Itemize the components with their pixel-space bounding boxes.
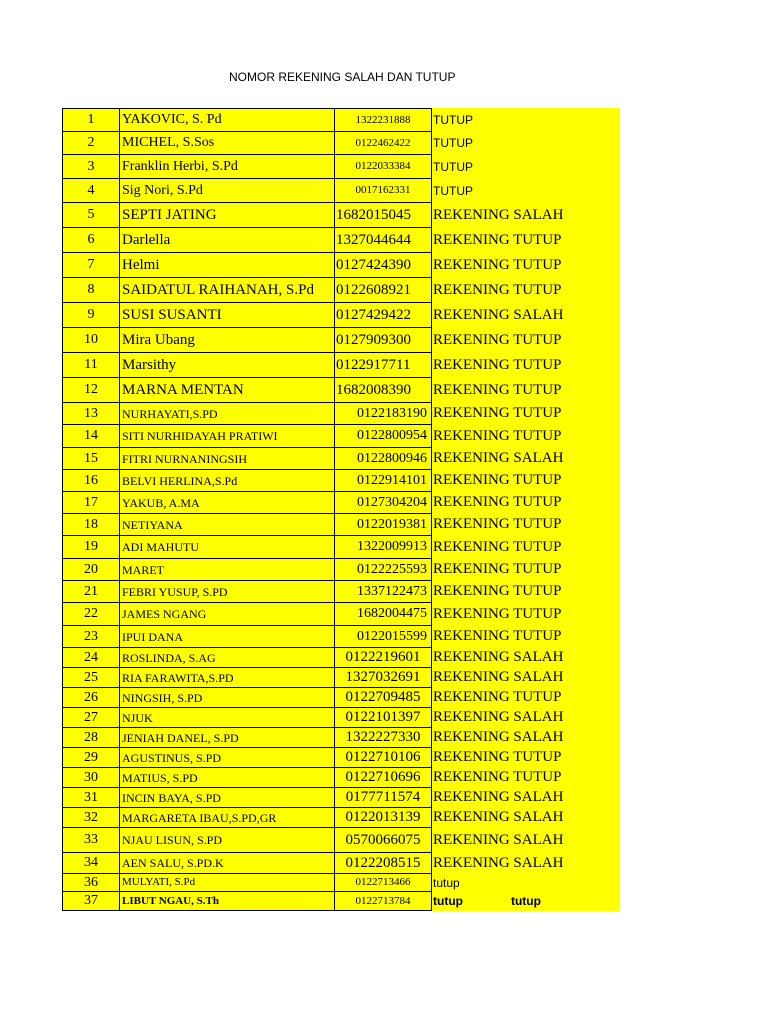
account-status [432,748,620,768]
status-label: REKENING TUTUP [433,381,562,398]
employee-name: MARGARETA IBAU,S.PD,GR [120,808,335,828]
account-status [432,303,620,328]
account-number: 0570066075 [335,828,432,853]
employee-name: NETIYANA [120,514,335,536]
table-row [63,278,620,303]
account-status [432,155,620,179]
account-status [432,536,620,559]
account-status [432,492,620,514]
account-number: 0122608921 [335,278,432,303]
employee-name: MULYATI, S.Pd [120,874,335,892]
account-status [432,109,620,132]
employee-name: MICHEL, S.Sos [120,132,335,155]
employee-name: YAKOVIC, S. Pd [120,109,335,132]
row-number: 34 [63,853,120,874]
status-label: REKENING TUTUP [433,427,562,444]
account-status [432,808,620,828]
employee-name: SUSI SUSANTI [120,303,335,328]
account-status [432,448,620,470]
employee-name: NINGSIH, S.PD [120,688,335,708]
row-number: 2 [63,132,120,155]
table-row [63,303,620,328]
status-label: REKENING TUTUP [433,472,562,488]
account-status [432,603,620,626]
status-label: REKENING SALAH [433,789,564,805]
account-number: 0122015599 [335,626,432,648]
sheet-title: NOMOR REKENING SALAH DAN TUTUP [229,70,456,84]
row-number: 9 [63,303,120,328]
account-status [432,278,620,303]
account-status [432,228,620,253]
account-status [432,581,620,603]
account-table [62,108,620,911]
employee-name: AGUSTINUS, S.PD [120,748,335,768]
table-row [63,581,620,603]
account-number: 0122709485 [335,688,432,708]
status-label: TUTUP [433,183,473,198]
table-row [63,203,620,228]
row-number: 7 [63,253,120,278]
account-number: 0122219601 [335,648,432,668]
row-number: 32 [63,808,120,828]
employee-name: ROSLINDA, S.AG [120,648,335,668]
status-label: REKENING TUTUP [433,331,562,348]
account-status [432,668,620,688]
table-row [63,892,620,911]
table-row [63,788,620,808]
employee-name: Mira Ubang [120,328,335,353]
table-row [63,768,620,788]
status-label: REKENING SALAH [433,306,564,323]
row-number: 29 [63,748,120,768]
account-number: 0122101397 [335,708,432,728]
account-number: 1337122473 [335,581,432,603]
account-number: 0127424390 [335,253,432,278]
account-number: 1682015045 [335,203,432,228]
row-number: 28 [63,728,120,748]
account-number: 1682004475 [335,603,432,626]
account-number: 0122713466 [335,874,432,892]
row-number: 4 [63,179,120,203]
table-row [63,425,620,448]
row-number: 5 [63,203,120,228]
account-status [432,853,620,874]
account-number: 0122800954 [335,425,432,448]
table-row [63,603,620,626]
employee-name: NJAU LISUN, S.PD [120,828,335,853]
employee-name: JENIAH DANEL, S.PD [120,728,335,748]
account-number: 0122225593 [335,559,432,581]
table-row [63,132,620,155]
employee-name: FITRI NURNANINGSIH [120,448,335,470]
row-number: 1 [63,109,120,132]
row-number: 33 [63,828,120,853]
table-row [63,874,620,892]
account-number: 0122033384 [335,155,432,179]
row-number: 8 [63,278,120,303]
row-number: 24 [63,648,120,668]
status-label: TUTUP [433,113,473,127]
row-number: 12 [63,378,120,403]
row-number: 18 [63,514,120,536]
account-number: 1327044644 [335,228,432,253]
status-label: REKENING TUTUP [433,583,562,599]
employee-name: SEPTI JATING [120,203,335,228]
account-number: 0127429422 [335,303,432,328]
employee-name: MATIUS, S.PD [120,768,335,788]
status-label: REKENING SALAH [433,206,564,223]
status-label: tutup [433,875,460,890]
status-label: REKENING SALAH [433,854,564,871]
row-number: 19 [63,536,120,559]
table-row [63,853,620,874]
employee-name: JAMES NGANG [120,603,335,626]
employee-name: NJUK [120,708,335,728]
row-number: 14 [63,425,120,448]
employee-name: Franklin Herbi, S.Pd [120,155,335,179]
table-row [63,728,620,748]
employee-name: MARNA MENTAN [120,378,335,403]
employee-name: FEBRI YUSUP, S.PD [120,581,335,603]
table-row [63,155,620,179]
employee-name: SAIDATUL RAIHANAH, S.Pd [120,278,335,303]
status-label: REKENING TUTUP [433,605,562,622]
account-status [432,353,620,378]
status-label: REKENING TUTUP [433,405,562,421]
row-number: 11 [63,353,120,378]
table-row [63,179,620,203]
table-row [63,559,620,581]
row-number: 30 [63,768,120,788]
table-row [63,470,620,492]
account-number: 0122917711 [335,353,432,378]
row-number: 25 [63,668,120,688]
status-label: REKENING TUTUP [433,769,562,785]
account-table-body [63,109,620,911]
status-label: REKENING TUTUP [433,231,562,248]
account-status [432,828,620,853]
status-label: REKENING TUTUP [433,749,562,765]
table-row [63,708,620,728]
employee-name: Marsithy [120,353,335,378]
account-number: 0177711574 [335,788,432,808]
account-number: 0122710696 [335,768,432,788]
table-row [63,328,620,353]
status-label: REKENING TUTUP [433,516,562,532]
row-number: 17 [63,492,120,514]
account-number: 0122183190 [335,403,432,425]
account-number: 0122019381 [335,514,432,536]
account-status [432,626,620,648]
employee-name: Sig Nori, S.Pd [120,179,335,203]
account-status [432,788,620,808]
status-label: REKENING SALAH [433,831,564,848]
account-status [432,728,620,748]
account-status [432,559,620,581]
status-label: REKENING TUTUP [433,494,562,510]
account-number: 0122462422 [335,132,432,155]
status-label: REKENING SALAH [433,669,564,685]
account-status [432,403,620,425]
row-number: 13 [63,403,120,425]
status-extra-label: tutup [510,894,541,908]
row-number: 16 [63,470,120,492]
status-label: REKENING TUTUP [433,538,562,555]
table-row [63,688,620,708]
account-number: 0122208515 [335,853,432,874]
status-label: REKENING SALAH [433,709,564,725]
account-status [432,892,620,911]
status-label: REKENING TUTUP [433,256,562,273]
account-number: 0127909300 [335,328,432,353]
table-row [63,828,620,853]
account-status [432,648,620,668]
status-label: TUTUP [433,159,473,174]
employee-name: YAKUB, A.MA [120,492,335,514]
row-number: 36 [63,874,120,892]
account-status [432,203,620,228]
account-status [432,328,620,353]
status-label: REKENING TUTUP [433,628,562,644]
status-label: TUTUP [433,136,473,150]
account-status [432,874,620,892]
status-label: REKENING TUTUP [433,689,562,705]
account-number: 0122914101 [335,470,432,492]
row-number: 6 [63,228,120,253]
account-number: 0122710106 [335,748,432,768]
account-status [432,253,620,278]
account-number: 1322227330 [335,728,432,748]
row-number: 15 [63,448,120,470]
account-status [432,132,620,155]
employee-name: SITI NURHIDAYAH PRATIWI [120,425,335,448]
employee-name: ADI MAHUTU [120,536,335,559]
account-number: 0122013139 [335,808,432,828]
row-number: 22 [63,603,120,626]
table-row [63,448,620,470]
account-status [432,470,620,492]
table-row [63,808,620,828]
table-row [63,353,620,378]
employee-name: Helmi [120,253,335,278]
account-number: 1682008390 [335,378,432,403]
row-number: 37 [63,892,120,911]
employee-name: MARET [120,559,335,581]
account-status [432,179,620,203]
employee-name: IPUI DANA [120,626,335,648]
row-number: 23 [63,626,120,648]
status-label: REKENING SALAH [433,809,564,825]
row-number: 20 [63,559,120,581]
status-label: REKENING SALAH [433,450,564,466]
table-row [63,514,620,536]
table-row [63,626,620,648]
employee-name: BELVI HERLINA,S.Pd [120,470,335,492]
table-row [63,536,620,559]
status-label: tutup [433,894,463,908]
account-number: 1322009913 [335,536,432,559]
account-number: 1322231888 [335,109,432,132]
account-status [432,514,620,536]
table-row [63,403,620,425]
employee-name: RIA FARAWITA,S.PD [120,668,335,688]
account-number: 1327032691 [335,668,432,688]
row-number: 21 [63,581,120,603]
account-number: 0017162331 [335,179,432,203]
account-status [432,425,620,448]
row-number: 27 [63,708,120,728]
employee-name: LIBUT NGAU, S.Th [120,892,335,911]
account-status [432,708,620,728]
row-number: 26 [63,688,120,708]
employee-name: AEN SALU, S.PD.K [120,853,335,874]
table-row [63,648,620,668]
status-label: REKENING SALAH [433,649,564,665]
table-row [63,109,620,132]
account-number: 0122713784 [335,892,432,911]
employee-name: INCIN BAYA, S.PD [120,788,335,808]
table-row [63,492,620,514]
account-number: 0122800946 [335,448,432,470]
status-label: REKENING TUTUP [433,356,562,373]
account-status [432,768,620,788]
table-row [63,748,620,768]
table-row [63,253,620,278]
table-row [63,378,620,403]
table-row [63,228,620,253]
status-label: REKENING SALAH [433,729,564,745]
employee-name: NURHAYATI,S.PD [120,403,335,425]
account-status [432,378,620,403]
employee-name: Darlella [120,228,335,253]
row-number: 10 [63,328,120,353]
row-number: 31 [63,788,120,808]
status-label: REKENING TUTUP [433,561,562,577]
account-status [432,688,620,708]
table-row [63,668,620,688]
account-number: 0127304204 [335,492,432,514]
status-label: REKENING TUTUP [433,281,562,298]
row-number: 3 [63,155,120,179]
